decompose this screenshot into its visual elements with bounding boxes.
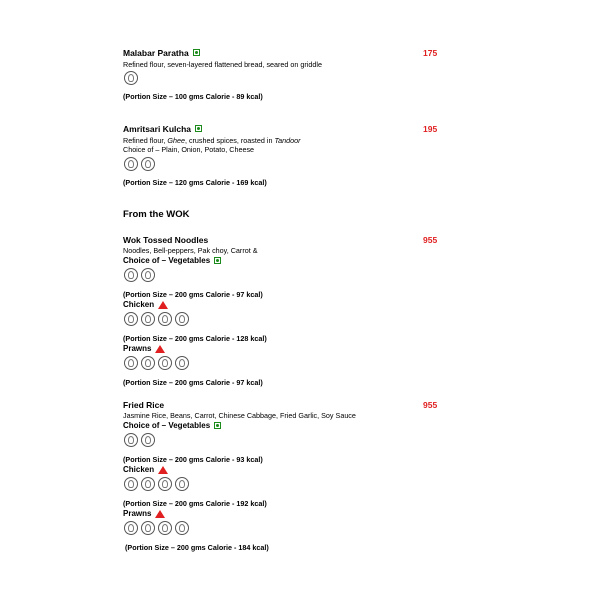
choice-chicken: Chicken bbox=[123, 300, 168, 309]
item-price-fried-rice: 955 bbox=[423, 400, 438, 410]
item-title-noodles: Wok Tossed Noodles bbox=[123, 235, 209, 245]
item-title-kulcha: Amritsari Kulcha bbox=[123, 124, 202, 134]
soy-icon bbox=[141, 477, 155, 491]
allergen-icons bbox=[124, 157, 155, 171]
veg-marker-icon bbox=[214, 422, 221, 429]
choice-prawns: Prawns bbox=[123, 344, 165, 353]
item-choice-kulcha: Choice of – Plain, Onion, Potato, Cheese bbox=[123, 145, 255, 154]
allergen-icons bbox=[124, 312, 189, 326]
gluten-icon bbox=[124, 356, 138, 370]
dairy-icon bbox=[141, 157, 155, 171]
item-title-malabar: Malabar Paratha bbox=[123, 48, 200, 58]
item-title-fried-rice: Fried Rice bbox=[123, 400, 165, 410]
allergen-icons bbox=[124, 71, 138, 85]
portion-rice-prawns: (Portion Size – 200 gms Calorie - 184 kcal) bbox=[125, 543, 269, 552]
allergen-icons bbox=[124, 356, 189, 370]
portion-noodles-chicken: (Portion Size – 200 gms Calorie - 128 kcal) bbox=[123, 334, 267, 343]
nonveg-marker-icon bbox=[155, 510, 165, 518]
item-price-noodles: 955 bbox=[423, 235, 438, 245]
soy-icon bbox=[141, 268, 155, 282]
veg-marker-icon bbox=[193, 49, 200, 56]
gluten-icon bbox=[124, 268, 138, 282]
allergen-icons bbox=[124, 477, 189, 491]
choice-veg: Choice of – Vegetables bbox=[123, 256, 221, 265]
nonveg-marker-icon bbox=[158, 466, 168, 474]
item-price-kulcha: 195 bbox=[423, 124, 438, 134]
choice-veg: Choice of – Vegetables bbox=[123, 421, 221, 430]
portion-kulcha: (Portion Size – 120 gms Calorie - 169 kcal) bbox=[123, 178, 267, 187]
portion-noodles-veg: (Portion Size – 200 gms Calorie - 97 kcal) bbox=[123, 290, 263, 299]
portion-noodles-prawns: (Portion Size – 200 gms Calorie - 97 kcal) bbox=[123, 378, 263, 387]
section-heading: From the WOK bbox=[123, 209, 190, 220]
allergen-icons bbox=[124, 521, 189, 535]
nonveg-marker-icon bbox=[158, 301, 168, 309]
veg-marker-icon bbox=[195, 125, 202, 132]
sesame-icon bbox=[175, 477, 189, 491]
item-price-malabar: 175 bbox=[423, 48, 438, 58]
veg-marker-icon bbox=[214, 257, 221, 264]
gluten-icon bbox=[124, 71, 138, 85]
nonveg-marker-icon bbox=[155, 345, 165, 353]
soy-icon bbox=[141, 433, 155, 447]
shellfish-icon bbox=[158, 521, 172, 535]
item-desc-kulcha: Refined flour, Ghee, crushed spices, roasted in Tandoor bbox=[123, 136, 301, 145]
gluten-icon bbox=[124, 433, 138, 447]
soy-icon bbox=[141, 312, 155, 326]
gluten-icon bbox=[124, 312, 138, 326]
allergen-icons bbox=[124, 433, 155, 447]
item-desc-noodles: Noodles, Bell-peppers, Pak choy, Carrot & bbox=[123, 246, 258, 255]
allergen-icons bbox=[124, 268, 155, 282]
egg-icon bbox=[158, 312, 172, 326]
portion-rice-veg: (Portion Size – 200 gms Calorie - 93 kcal) bbox=[123, 455, 263, 464]
choice-prawns: Prawns bbox=[123, 509, 165, 518]
sesame-icon bbox=[175, 356, 189, 370]
item-desc-fried-rice: Jasmine Rice, Beans, Carrot, Chinese Cabbage, Fried Garlic, Soy Sauce bbox=[123, 411, 356, 420]
gluten-icon bbox=[124, 521, 138, 535]
shellfish-icon bbox=[158, 356, 172, 370]
item-desc-malabar: Refined flour, seven-layered flattened bread, seared on griddle bbox=[123, 60, 322, 69]
portion-malabar: (Portion Size – 100 gms Calorie - 89 kcal) bbox=[123, 92, 263, 101]
gluten-icon bbox=[124, 157, 138, 171]
egg-icon bbox=[158, 477, 172, 491]
sesame-icon bbox=[175, 312, 189, 326]
portion-rice-chicken: (Portion Size – 200 gms Calorie - 192 kcal) bbox=[123, 499, 267, 508]
sesame-icon bbox=[175, 521, 189, 535]
choice-chicken: Chicken bbox=[123, 465, 168, 474]
soy-icon bbox=[141, 356, 155, 370]
soy-icon bbox=[141, 521, 155, 535]
gluten-icon bbox=[124, 477, 138, 491]
